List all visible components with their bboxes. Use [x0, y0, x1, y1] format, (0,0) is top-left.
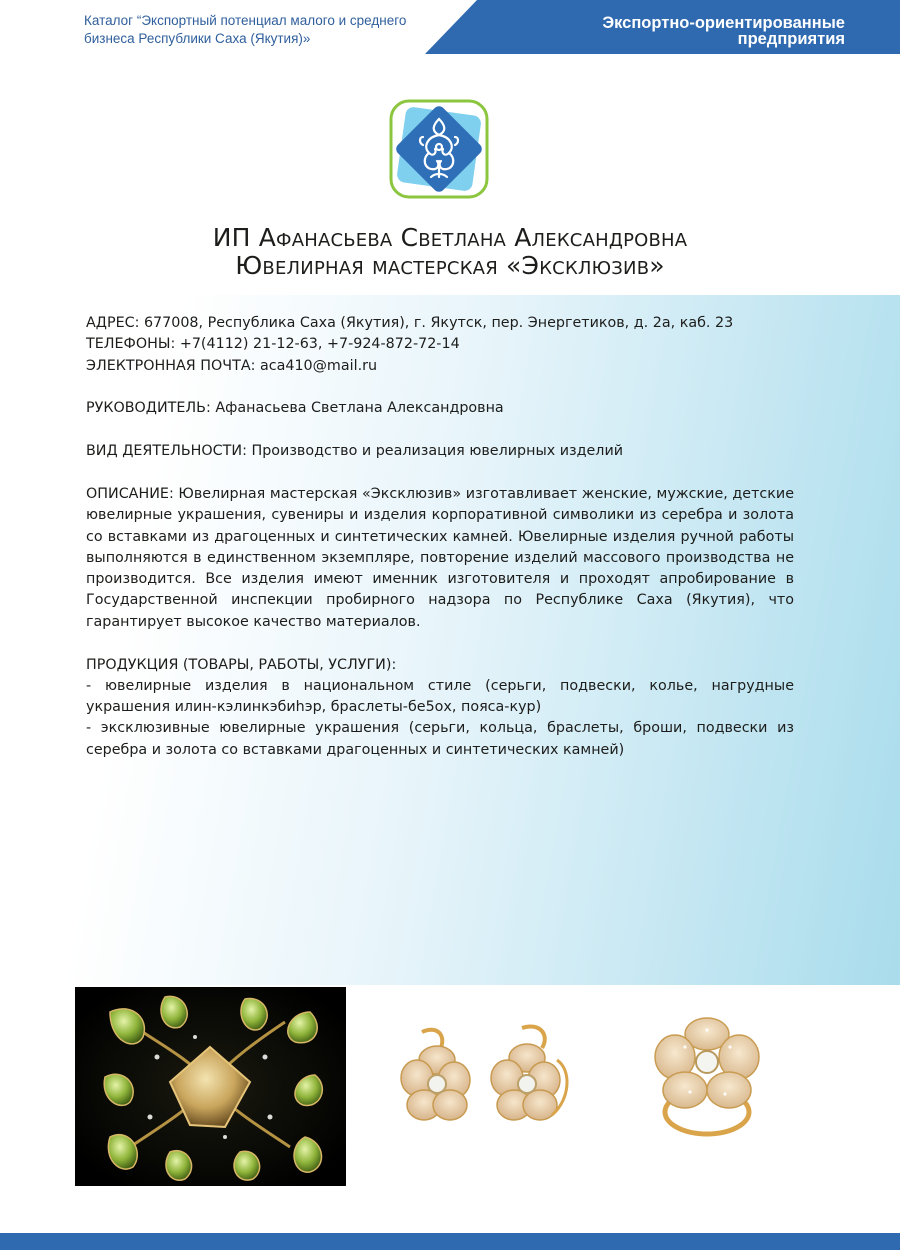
activity-row: [86, 441, 794, 462]
head-row: [86, 398, 794, 419]
section-banner-line-1: Экспортно-ориентированные: [602, 14, 845, 32]
phones-label: ТЕЛЕФОНЫ:: [86, 336, 176, 353]
section-banner-text: [602, 15, 845, 47]
phones-value: +7(4112) 21-12-63, +7-924-872-72-14: [179, 336, 460, 353]
description-text: Ювелирная мастерская «Эксклюзив» изготавливает женские, мужские, детские ювелирные украшения, сувениры и изделия корпоративной символики из серебра и золота со вставками из драгоценных и синтетических камней. Ювелирные изделия ручной работы выполняются в единственном экземпляре, повторение изделий массового производства не производится. Все изделия имеют именник изготовителя и проходят апробирование в Государственной инспекции пробирного надзора по Республике Саха (Якутия), что гарантирует высокое качество материалов.: [86, 485, 795, 630]
description-paragraph: [86, 484, 794, 633]
earrings-image: [382, 1020, 582, 1140]
email-label: ЭЛЕКТРОННАЯ ПОЧТА:: [86, 357, 256, 374]
address-label: АДРЕС:: [86, 315, 140, 331]
email-value: aca410@mail.ru: [259, 357, 378, 374]
email-row: [86, 356, 794, 377]
company-name: ИП Афанасьева Светлана Александровна: [212, 223, 688, 252]
products-label: ПРОДУКЦИЯ (ТОВАРЫ, РАБОТЫ, УСЛУГИ):: [86, 656, 397, 673]
ring-image: [645, 1012, 770, 1142]
phones-row: [86, 334, 794, 355]
company-details: [86, 313, 794, 761]
description-label: ОПИСАНИЕ:: [86, 485, 174, 502]
address-value: 677008, Республика Саха (Якутия), г. Якутск, пер. Энергетиков, д. 2а, каб. 23: [143, 315, 734, 331]
activity-value: Производство и реализация ювелирных изделий: [251, 443, 624, 460]
activity-label: ВИД ДЕЯТЕЛЬНОСТИ:: [86, 443, 247, 460]
brooch-image: [75, 987, 346, 1186]
products-item-2: - эксклюзивные ювелирные украшения (серьги, кольца, браслеты, броши, подвески из серебра и золота со вставками драгоценных и синтетических камней): [86, 720, 794, 758]
catalog-caption: [84, 12, 444, 48]
brooch-photo: [75, 987, 346, 1186]
address-row: [86, 313, 794, 334]
workshop-name: Ювелирная мастерская «Эксклюзив»: [235, 251, 665, 280]
footer-bar: [0, 1233, 900, 1250]
company-logo: [387, 97, 491, 201]
head-label: РУКОВОДИТЕЛЬ:: [86, 400, 211, 417]
head-value: Афанасьева Светлана Александровна: [215, 400, 504, 417]
catalog-caption-line-2: бизнеса Республики Саха (Якутия)»: [84, 31, 311, 46]
section-banner-line-2: предприятия: [737, 30, 845, 48]
earrings-photo: [382, 1020, 582, 1140]
ring-photo: [645, 1012, 770, 1142]
catalog-caption-line-1: Каталог “Экспортный потенциал малого и среднего: [84, 13, 407, 28]
products-item-1: - ювелирные изделия в национальном стиле (серьги, подвески, колье, нагрудные украшения илин-кэлинкэбиһэр, браслеты-бе5ох, пояса-кур): [86, 677, 794, 716]
